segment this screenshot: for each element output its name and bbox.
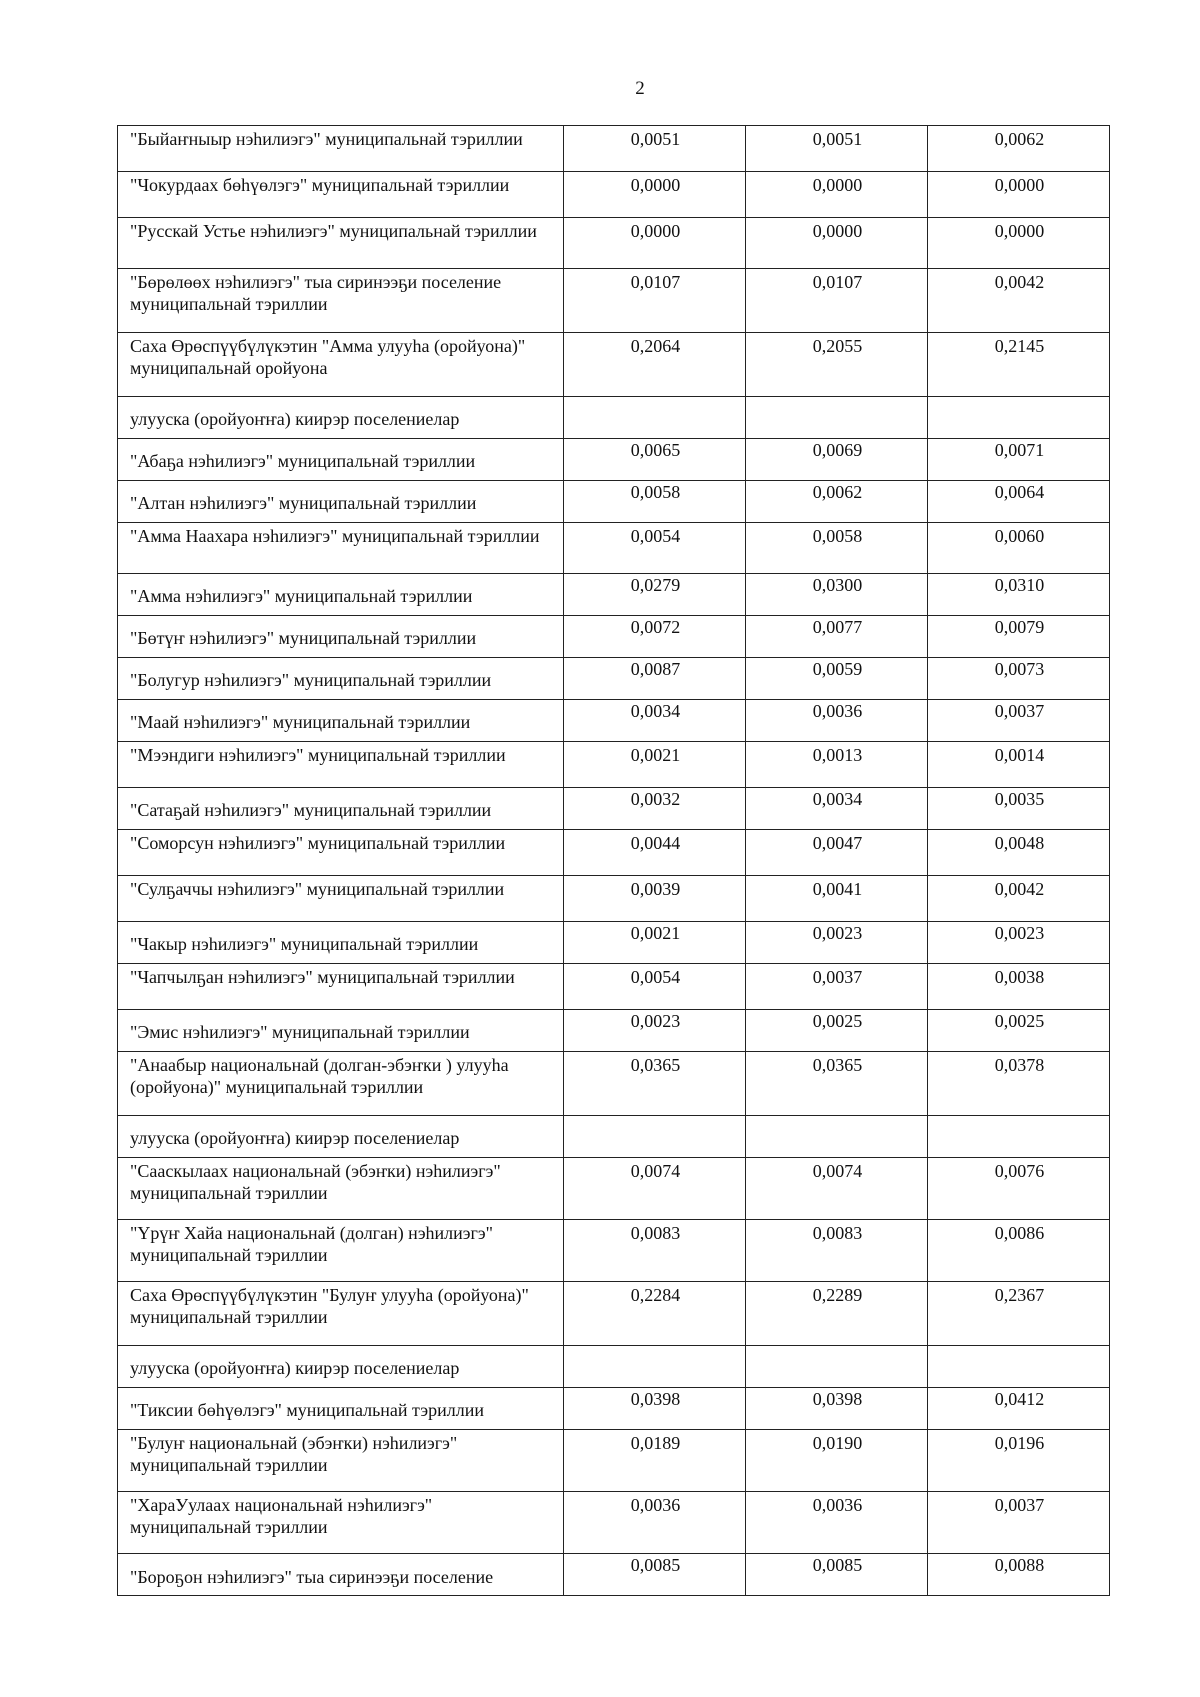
row-value-3: 0,0035 xyxy=(928,788,1110,830)
row-value-3: 0,0071 xyxy=(928,439,1110,481)
row-value-1: 0,0000 xyxy=(564,172,746,218)
table-row xyxy=(118,1492,1110,1554)
row-value-2: 0,0062 xyxy=(746,481,928,523)
row-value-3: 0,0412 xyxy=(928,1388,1110,1430)
row-value-3: 0,0014 xyxy=(928,742,1110,788)
row-name: "Чапчылҕан нэһилиэгэ" муниципальнай тэриллии xyxy=(118,964,564,1010)
row-value-3: 0,0079 xyxy=(928,616,1110,658)
row-value-1: 0,0044 xyxy=(564,830,746,876)
row-name: "Анаабыр национальнай (долган-эбэҥки ) улууһа (оройуона)" муниципальнай тэриллии xyxy=(118,1052,564,1116)
row-value-1: 0,0039 xyxy=(564,876,746,922)
row-name: Саха Өрөспүүбүлүкэтин "Булуҥ улууһа (оройуона)" муниципальнай тэриллии xyxy=(118,1282,564,1346)
row-value-1: 0,0072 xyxy=(564,616,746,658)
row-value-3: 0,2367 xyxy=(928,1282,1110,1346)
row-value-1: 0,0398 xyxy=(564,1388,746,1430)
row-name: "Русскай Устье нэһилиэгэ" муниципальнай тэриллии xyxy=(118,218,564,269)
row-value-1: 0,2064 xyxy=(564,333,746,397)
row-value-1: 0,0000 xyxy=(564,218,746,269)
table-row xyxy=(118,481,1110,523)
row-value-2: 0,0077 xyxy=(746,616,928,658)
table-row xyxy=(118,1158,1110,1220)
row-name: "Сааскылаах национальнай (эбэҥки) нэһилиэгэ" муниципальнай тэриллии xyxy=(118,1158,564,1220)
row-value-2: 0,0365 xyxy=(746,1052,928,1116)
row-value-1: 0,0107 xyxy=(564,269,746,333)
row-value-1: 0,0085 xyxy=(564,1554,746,1596)
row-name: "Соморсун нэһилиэгэ" муниципальнай тэриллии xyxy=(118,830,564,876)
row-value-3 xyxy=(928,1346,1110,1388)
row-name: "Бөтүҥ нэһилиэгэ" муниципальнай тэриллии xyxy=(118,616,564,658)
row-name: "Тиксии бөһүөлэгэ" муниципальнай тэриллии xyxy=(118,1388,564,1430)
row-value-3 xyxy=(928,397,1110,439)
row-name: "Абаҕа нэһилиэгэ" муниципальнай тэриллии xyxy=(118,439,564,481)
data-table xyxy=(117,125,1110,1596)
row-value-1: 0,0065 xyxy=(564,439,746,481)
row-value-2: 0,0047 xyxy=(746,830,928,876)
row-value-3: 0,0196 xyxy=(928,1430,1110,1492)
row-value-1: 0,0034 xyxy=(564,700,746,742)
row-name: "Бөрөлөөх нэһилиэгэ" тыа сиринээҕи поселение муниципальнай тэриллии xyxy=(118,269,564,333)
table-row xyxy=(118,1346,1110,1388)
table-row xyxy=(118,574,1110,616)
table-row xyxy=(118,830,1110,876)
table-row xyxy=(118,788,1110,830)
row-value-1: 0,0054 xyxy=(564,964,746,1010)
row-value-1: 0,0074 xyxy=(564,1158,746,1220)
row-value-2: 0,0013 xyxy=(746,742,928,788)
row-value-1 xyxy=(564,1116,746,1158)
row-value-2: 0,0036 xyxy=(746,700,928,742)
row-value-3: 0,0378 xyxy=(928,1052,1110,1116)
table-row xyxy=(118,1052,1110,1116)
row-value-3: 0,0042 xyxy=(928,269,1110,333)
row-value-1: 0,0023 xyxy=(564,1010,746,1052)
table-row xyxy=(118,126,1110,172)
table-row xyxy=(118,922,1110,964)
row-value-3: 0,0086 xyxy=(928,1220,1110,1282)
row-value-3: 0,0000 xyxy=(928,172,1110,218)
table-row xyxy=(118,1220,1110,1282)
row-value-3: 0,0025 xyxy=(928,1010,1110,1052)
row-value-1: 0,0021 xyxy=(564,922,746,964)
row-name: улууска (оройуоҥҥа) киирэр поселениелар xyxy=(118,1116,564,1158)
table-row xyxy=(118,964,1110,1010)
row-value-3: 0,0042 xyxy=(928,876,1110,922)
table-row xyxy=(118,523,1110,574)
row-value-2: 0,2289 xyxy=(746,1282,928,1346)
row-value-1: 0,0036 xyxy=(564,1492,746,1554)
table-row xyxy=(118,333,1110,397)
row-name: "Быйаҥныыр нэһилиэгэ" муниципальнай тэриллии xyxy=(118,126,564,172)
row-value-3: 0,0073 xyxy=(928,658,1110,700)
row-name: улууска (оройуоҥҥа) киирэр поселениелар xyxy=(118,397,564,439)
row-name: "ХараУулаах национальнай нэһилиэгэ" муниципальнай тэриллии xyxy=(118,1492,564,1554)
row-value-1: 0,0189 xyxy=(564,1430,746,1492)
row-name: "Чакыр нэһилиэгэ" муниципальнай тэриллии xyxy=(118,922,564,964)
row-value-3: 0,0037 xyxy=(928,700,1110,742)
row-name: "Мээндиги нэһилиэгэ" муниципальнай тэриллии xyxy=(118,742,564,788)
row-value-2: 0,0025 xyxy=(746,1010,928,1052)
row-value-2: 0,0069 xyxy=(746,439,928,481)
row-value-2 xyxy=(746,1346,928,1388)
row-value-2: 0,0398 xyxy=(746,1388,928,1430)
row-value-2: 0,0085 xyxy=(746,1554,928,1596)
row-value-1: 0,0021 xyxy=(564,742,746,788)
table-row xyxy=(118,218,1110,269)
row-value-2: 0,0000 xyxy=(746,218,928,269)
row-name: "Болугур нэһилиэгэ" муниципальнай тэриллии xyxy=(118,658,564,700)
row-value-1: 0,2284 xyxy=(564,1282,746,1346)
row-value-1: 0,0032 xyxy=(564,788,746,830)
row-value-2: 0,0023 xyxy=(746,922,928,964)
row-value-3: 0,2145 xyxy=(928,333,1110,397)
row-name: "Амма нэһилиэгэ" муниципальнай тэриллии xyxy=(118,574,564,616)
row-value-3: 0,0048 xyxy=(928,830,1110,876)
row-value-1: 0,0083 xyxy=(564,1220,746,1282)
row-value-2: 0,0190 xyxy=(746,1430,928,1492)
row-value-2: 0,2055 xyxy=(746,333,928,397)
table-row xyxy=(118,700,1110,742)
row-name: Саха Өрөспүүбүлүкэтин "Амма улууһа (оройуона)" муниципальнай оройуона xyxy=(118,333,564,397)
row-value-2: 0,0083 xyxy=(746,1220,928,1282)
table-row xyxy=(118,876,1110,922)
row-value-2: 0,0059 xyxy=(746,658,928,700)
table-row xyxy=(118,1116,1110,1158)
row-value-1: 0,0087 xyxy=(564,658,746,700)
row-name: "Булуҥ национальнай (эбэҥки) нэһилиэгэ" муниципальнай тэриллии xyxy=(118,1430,564,1492)
row-value-3: 0,0000 xyxy=(928,218,1110,269)
table-row xyxy=(118,1388,1110,1430)
row-value-2: 0,0107 xyxy=(746,269,928,333)
row-value-2: 0,0037 xyxy=(746,964,928,1010)
row-value-3: 0,0038 xyxy=(928,964,1110,1010)
row-value-1: 0,0054 xyxy=(564,523,746,574)
row-value-3: 0,0064 xyxy=(928,481,1110,523)
row-value-2: 0,0034 xyxy=(746,788,928,830)
row-name: "Үрүҥ Хайа национальнай (долган) нэһилиэгэ" муниципальнай тэриллии xyxy=(118,1220,564,1282)
row-value-2: 0,0300 xyxy=(746,574,928,616)
row-value-2 xyxy=(746,397,928,439)
table-row xyxy=(118,1010,1110,1052)
table-row xyxy=(118,1430,1110,1492)
row-name: "Сатаҕай нэһилиэгэ" муниципальнай тэриллии xyxy=(118,788,564,830)
row-name: "Эмис нэһилиэгэ" муниципальнай тэриллии xyxy=(118,1010,564,1052)
table-row xyxy=(118,439,1110,481)
row-value-3: 0,0076 xyxy=(928,1158,1110,1220)
table-row xyxy=(118,1554,1110,1596)
row-name: "Чокурдаах бөһүөлэгэ" муниципальнай тэриллии xyxy=(118,172,564,218)
row-value-3 xyxy=(928,1116,1110,1158)
row-name: улууска (оройуоҥҥа) киирэр поселениелар xyxy=(118,1346,564,1388)
row-value-1 xyxy=(564,397,746,439)
table-row xyxy=(118,1282,1110,1346)
row-name: "Бороҕон нэһилиэгэ" тыа сиринээҕи поселение xyxy=(118,1554,564,1596)
row-value-3: 0,0310 xyxy=(928,574,1110,616)
row-value-3: 0,0062 xyxy=(928,126,1110,172)
row-value-3: 0,0060 xyxy=(928,523,1110,574)
table-row xyxy=(118,172,1110,218)
table-row xyxy=(118,269,1110,333)
row-value-2: 0,0041 xyxy=(746,876,928,922)
row-name: "Алтан нэһилиэгэ" муниципальнай тэриллии xyxy=(118,481,564,523)
table-row xyxy=(118,658,1110,700)
row-value-2: 0,0000 xyxy=(746,172,928,218)
row-name: "Маай нэһилиэгэ" муниципальнай тэриллии xyxy=(118,700,564,742)
row-value-1: 0,0051 xyxy=(564,126,746,172)
row-value-2: 0,0074 xyxy=(746,1158,928,1220)
row-value-3: 0,0088 xyxy=(928,1554,1110,1596)
table-row xyxy=(118,616,1110,658)
row-value-1: 0,0058 xyxy=(564,481,746,523)
row-value-2 xyxy=(746,1116,928,1158)
row-value-3: 0,0037 xyxy=(928,1492,1110,1554)
row-value-3: 0,0023 xyxy=(928,922,1110,964)
row-value-2: 0,0058 xyxy=(746,523,928,574)
page-number: 2 xyxy=(635,78,645,99)
row-name: "Амма Наахара нэһилиэгэ" муниципальнай тэриллии xyxy=(118,523,564,574)
row-value-1: 0,0365 xyxy=(564,1052,746,1116)
row-value-1: 0,0279 xyxy=(564,574,746,616)
table-row xyxy=(118,742,1110,788)
row-value-2: 0,0051 xyxy=(746,126,928,172)
row-value-1 xyxy=(564,1346,746,1388)
row-name: "Сулҕаччы нэһилиэгэ" муниципальнай тэриллии xyxy=(118,876,564,922)
table-row xyxy=(118,397,1110,439)
row-value-2: 0,0036 xyxy=(746,1492,928,1554)
